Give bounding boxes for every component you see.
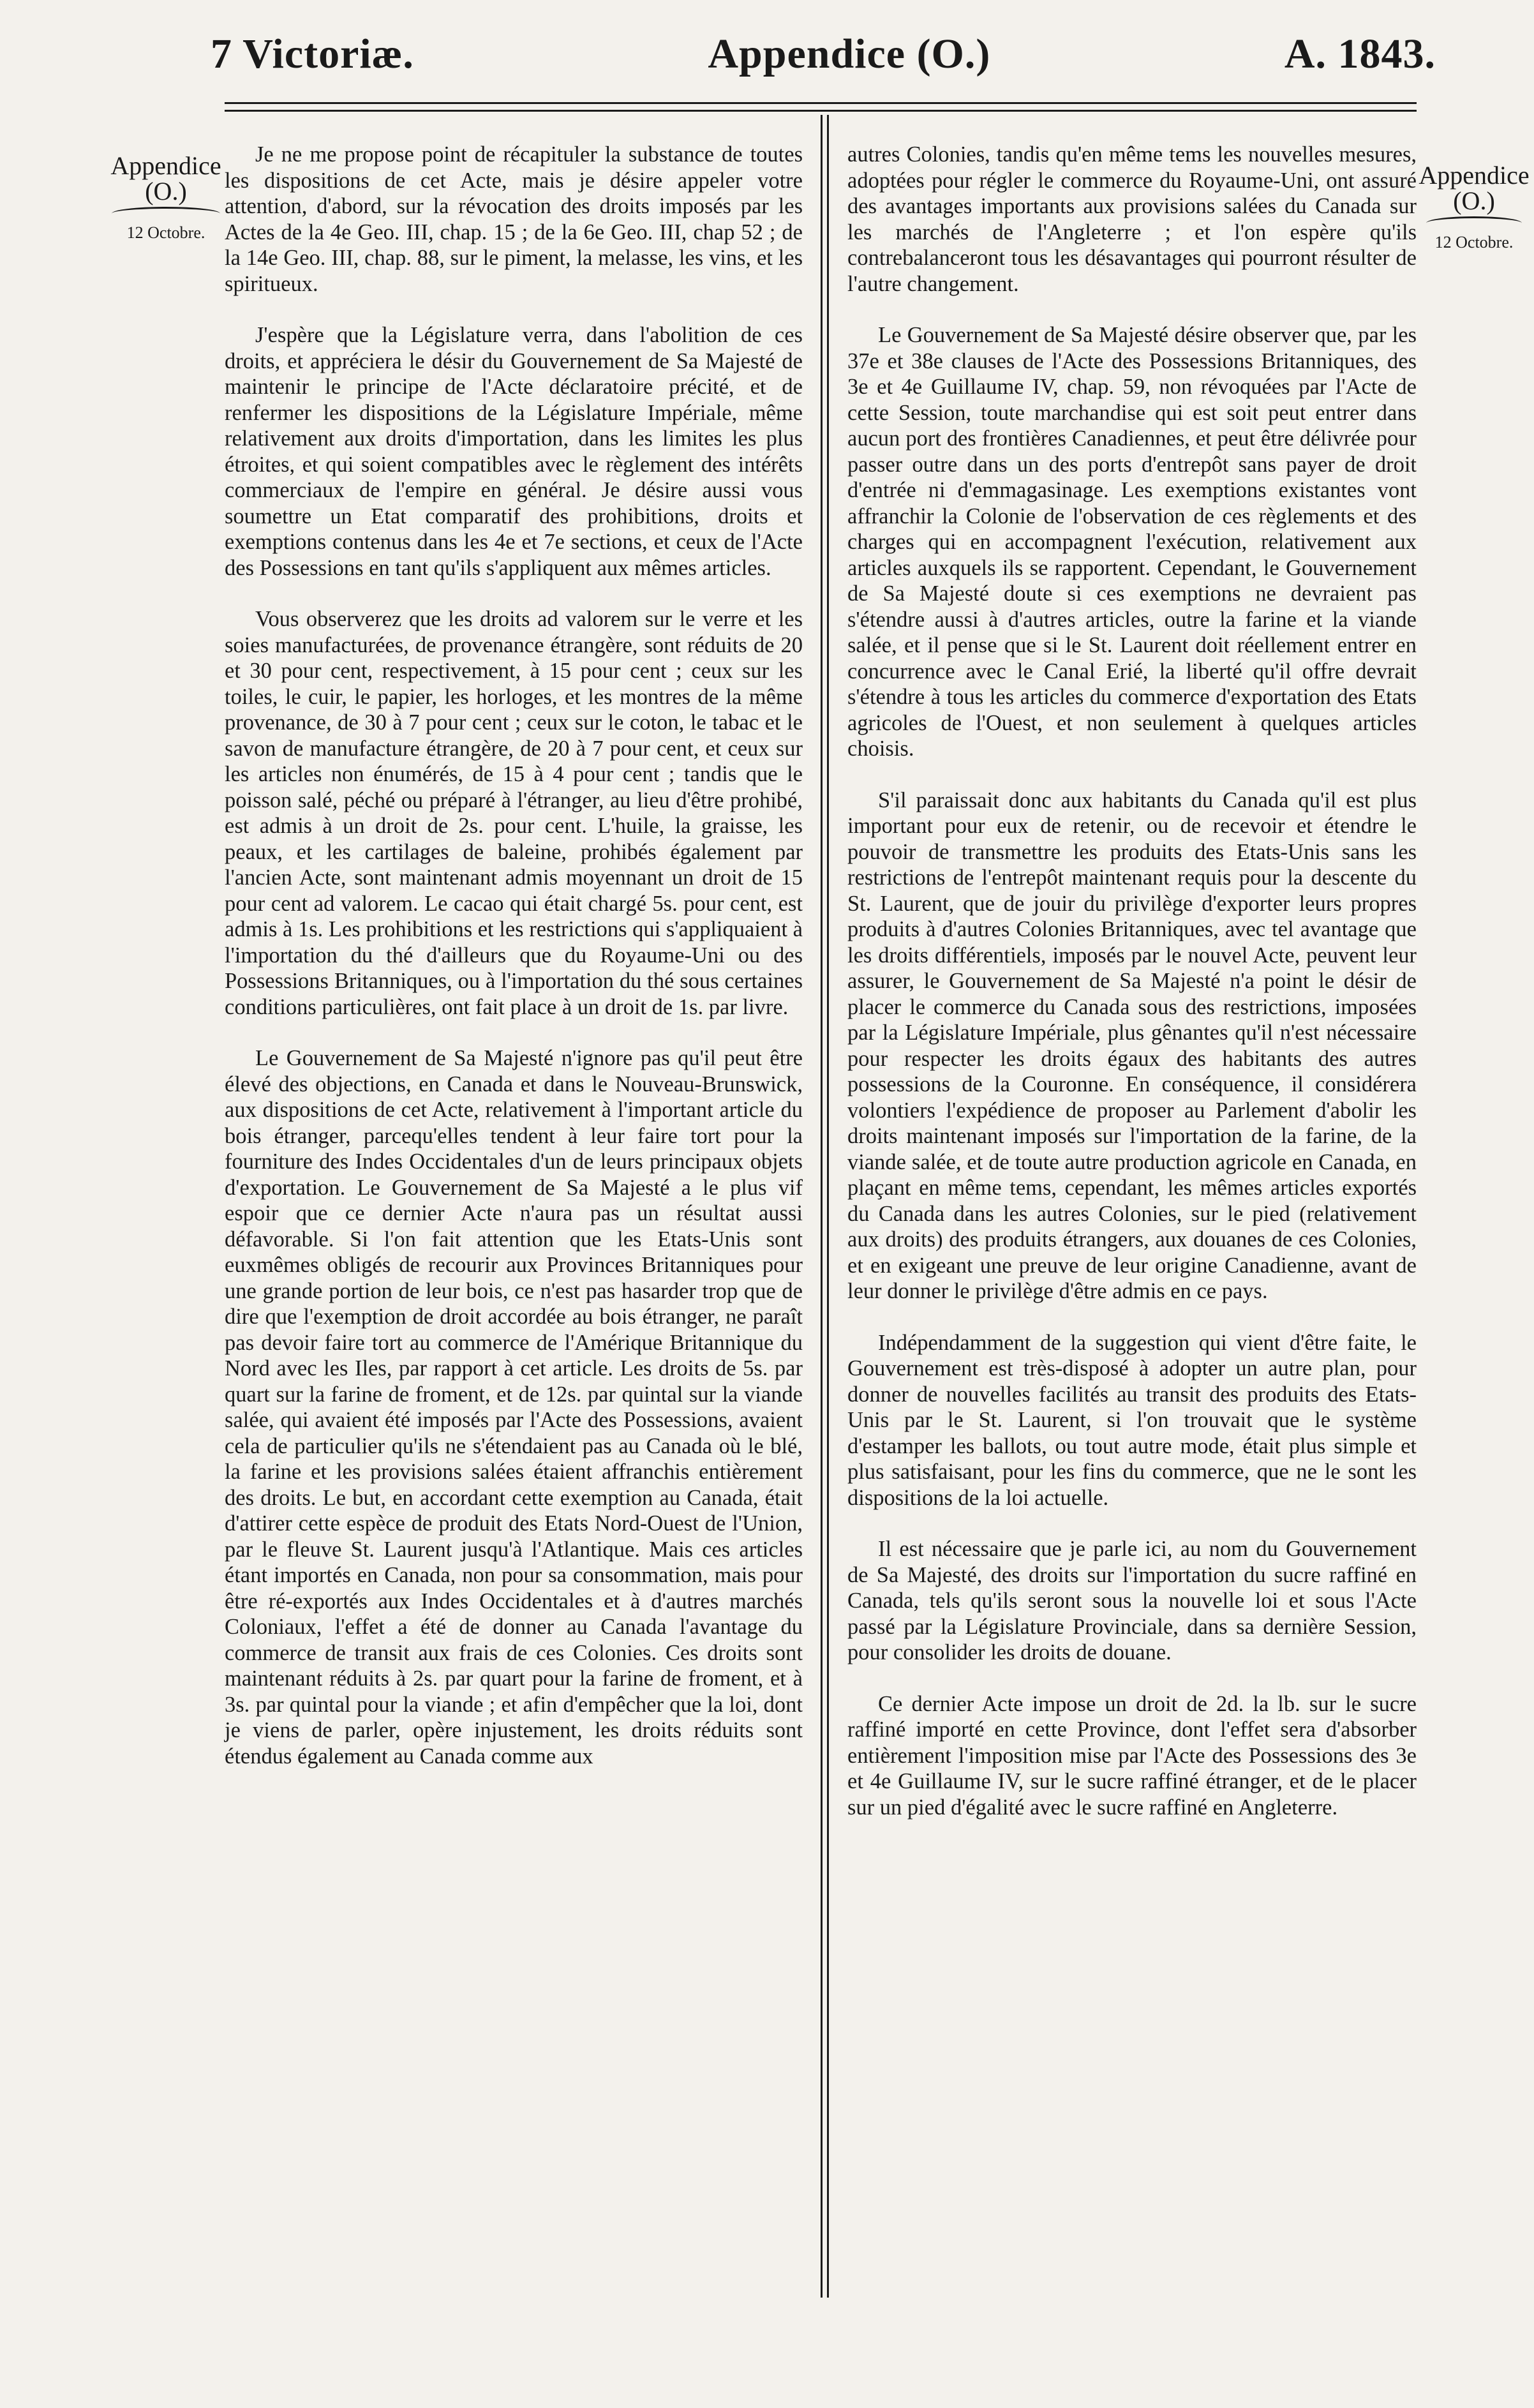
brace-icon <box>1426 216 1522 230</box>
header-rule-bottom <box>225 110 1417 112</box>
margin-note-left-title: Appendice <box>110 151 221 180</box>
paragraph: autres Colonies, tandis qu'en même tems les nouvelles mesures, adoptées pour régler le commerce du Royaume-Uni, ont assuré des avantages importants aux provisions salées du Canada sur les marchés de l'Angleterre ; et l'on espère qu'ils contrebalanceront tous les désavantages qui pourront résulter de l'autre changement. <box>847 142 1417 296</box>
brace-icon <box>112 207 220 220</box>
paragraph: Le Gouvernement de Sa Majesté désire observer que, par les 37e et 38e clauses de l'Acte des Possessions Britanniques, des 3e et 4e Guillaume IV, chap. 59, non révoquées par l'Acte de cette Session, toute marchandise qui est soit peut entrer dans aucun port des frontières Canadiennes, et peut être délivrée pour passer outre dans un des ports d'entrepôt sans payer de droit d'entrée ni d'emmagasinage. Les exemptions existantes vont affranchir la Colonie de l'observation de ces règlements et des charges qui en accompagnent l'exécution, relativement aux articles auxquels ils se rapportent. Cependant, le Gouvernement de Sa Majesté doute si ces exemptions ne devraient pas s'étendre aussi à d'autres articles, outre la farine et la viande salée, et il pense que si le St. Laurent doit réellement entrer en concurrence avec le Canal Erié, la liberté qu'il offre devrait s'étendre à tous les articles du commerce d'exportation des Etats agricoles de l'Ouest, et non seulement à quelques articles choisis. <box>847 323 1417 761</box>
left-column <box>225 142 803 1795</box>
margin-note-right-title: Appendice <box>1419 161 1530 190</box>
page-header <box>211 26 1436 83</box>
paragraph: Indépendamment de la suggestion qui vient d'être faite, le Gouvernement est très-disposé à adopter un autre plan, pour donner de nouvelles facilités au transit des produits des Etats-Unis par le St. Laurent, si l'on trouvait que le système d'estamper les ballots, ou tout autre mode, était plus simple et plus satisfaisant, pour les fins du commerce, que ne le sont les dispositions de la loi actuelle. <box>847 1330 1417 1510</box>
paragraph: Je ne me propose point de récapituler la substance de toutes les dispositions de cet Acte, mais je désire appeler votre attention, d'abord, sur la révocation des droits imposés par les Actes de la 4e Geo. III, chap. 15 ; de la 6e Geo. III, chap 52 ; de la 14e Geo. III, chap. 88, sur le piment, la melasse, les vins, et les spiritueux. <box>225 142 803 296</box>
margin-note-right-sub: (O.) <box>1453 186 1495 215</box>
margin-note-left <box>102 153 230 242</box>
margin-note-left-sub: (O.) <box>145 177 187 206</box>
paragraph: Vous observerez que les droits ad valorem sur le verre et les soies manufacturées, de provenance étrangère, sont réduits de 20 et 30 pour cent, respectivement, à 15 pour cent ; ceux sur les toiles, le cuir, le papier, les horloges, et les montres de la même provenance, de 30 à 7 pour cent ; ceux sur le coton, le tabac et le savon de manufacture étrangère, de 20 à 7 pour cent, et ceux sur les articles non énumérés, de 15 à 4 pour cent ; tandis que le poisson salé, péché ou préparé à l'étranger, au lieu d'être prohibé, est admis à un droit de 2s. pour cent. L'huile, la graisse, les peaux, et les cartilages de baleine, prohibés également par l'ancien Acte, sont maintenant admis moyennant un droit de 15 pour cent ad valorem. Le cacao qui était chargé 5s. pour cent, est admis à 1s. Les prohibitions et les restrictions qui s'appliquaient à l'importation du thé d'ailleurs que du Royaume-Uni ou des Possessions Britanniques, ou à l'importation du thé sous certaines conditions particulières, ont fait place à un droit de 1s. par livre. <box>225 607 803 1019</box>
right-column <box>847 142 1417 1846</box>
header-rule-top <box>225 102 1417 104</box>
paragraph: Ce dernier Acte impose un droit de 2d. la lb. sur le sucre raffiné importé en cette Province, dont l'effet sera d'absorber entièrement l'imposition mise par l'Acte des Possessions des 3e et 4e Guillaume IV, sur le sucre raffiné étranger, et de le placer sur un pied d'égalité avec le sucre raffiné en Angleterre. <box>847 1691 1417 1820</box>
header-center: Appendice (O.) <box>708 31 991 77</box>
paragraph: S'il paraissait donc aux habitants du Canada qu'il est plus important pour eux de retenir, ou de recevoir et étendre le pouvoir de transmettre les produits des Etats-Unis sans les restrictions de l'entrepôt maintenant requis pour la descente du St. Laurent, que de jouir du privilège d'exporter leurs propres produits à d'autres Colonies Britanniques, avec tel avantage que les droits différentiels, imposés par le nouvel Acte, peuvent leur assurer, le Gouvernement de Sa Majesté n'a point le désir de placer le commerce du Canada sous des restrictions, imposées par la Législature Impériale, plus gênantes qu'il n'est nécessaire pour respecter les droits égaux des habitants des autres possessions de la Couronne. En conséquence, il considérera volontiers l'expédience de proposer au Parlement d'abolir les droits maintenant imposés sur l'importation de la farine, de la viande salée, et de toute autre production agricole en Canada, en plaçant en même tems, cependant, les mêmes articles exportés du Canada dans les autres Colonies, sur le pied (relativement aux droits) des produits étrangers, aux douanes de ces Colonies, et en exigeant une preuve de leur origine Canadienne, avant de leur donner le privilège d'être admis en ce pays. <box>847 788 1417 1303</box>
margin-note-right-date: 12 Octobre. <box>1434 233 1514 251</box>
margin-note-left-date: 12 Octobre. <box>126 223 205 242</box>
header-left: 7 Victoriæ. <box>211 31 414 77</box>
margin-note-right <box>1417 163 1531 251</box>
paragraph: Le Gouvernement de Sa Majesté n'ignore pas qu'il peut être élevé des objections, en Canada et dans le Nouveau-Brunswick, aux dispositions de cet Acte, relativement à l'important article du bois étranger, parcequ'elles tendent à leur faire tort pour la fourniture des Indes Occidentales d'un de leurs principaux objets d'exportation. Le Gouvernement de Sa Majesté a le plus vif espoir que ce dernier Acte n'aura pas un résultat aussi défavorable. Si l'on fait attention que les Etats-Unis sont euxmêmes obligés de recourir aux Provinces Britanniques pour une grande portion de leur bois, ce n'est pas hasarder trop que de dire que l'exemption de droit accordée au bois étranger, ne paraît pas devoir faire tort au commerce de l'Amérique Britannique du Nord avec les Iles, par rapport à cet article. Les droits de 5s. par quart sur la farine de froment, et de 12s. par quintal sur la viande salée, qui avaient été imposés par l'Acte des Possessions, avaient cela de particulier qu'ils ne s'étendaient pas au Canada où le blé, la farine et les provisions salées étaient affranchis entièrement des droits. Le but, en accordant cette exemption au Canada, était d'attirer cette espèce de produit des Etats Nord-Ouest de l'Union, par le fleuve St. Laurent jusqu'à l'Atlantique. Mais ces articles étant importés en Canada, non pour sa consommation, mais pour être ré-exportés aux Indes Occidentales et à d'autres marchés Coloniaux, l'effet a été de donner au Canada l'avantage du commerce de transit aux frais de ces Colonies. Ces droits sont maintenant réduits à 2s. par quart pour la farine de froment, et à 3s. par quintal pour la viande ; et afin d'empêcher que la loi, dont je viens de parler, opère injustement, les droits réduits sont étendus également au Canada comme aux <box>225 1046 803 1769</box>
header-right: A. 1843. <box>1284 31 1436 77</box>
paragraph: J'espère que la Législature verra, dans l'abolition de ces droits, et appréciera le désir du Gouvernement de Sa Majesté de maintenir le principe de l'Acte déclaratoire précité, et de renfermer les dispositions de la Législature Impériale, même relativement aux droits d'importation, dans les limites les plus étroites, et qui soient compatibles avec le règlement des intérêts commerciaux de l'empire en général. Je désire aussi vous soumettre un Etat comparatif des prohibitions, droits et exemptions contenus dans les 4e et 7e sections, et ceux de l'Acte des Possessions en tant qu'ils s'appliquent aux mêmes articles. <box>225 323 803 580</box>
paragraph: Il est nécessaire que je parle ici, au nom du Gouvernement de Sa Majesté, des droits sur l'importation du sucre raffiné en Canada, tels qu'ils seront sous la nouvelle loi et sous l'Acte passé par la Législature Provinciale, dans sa dernière Session, pour consolider les droits de douane. <box>847 1537 1417 1664</box>
column-divider-right <box>827 115 829 2298</box>
column-divider-left <box>821 115 823 2298</box>
